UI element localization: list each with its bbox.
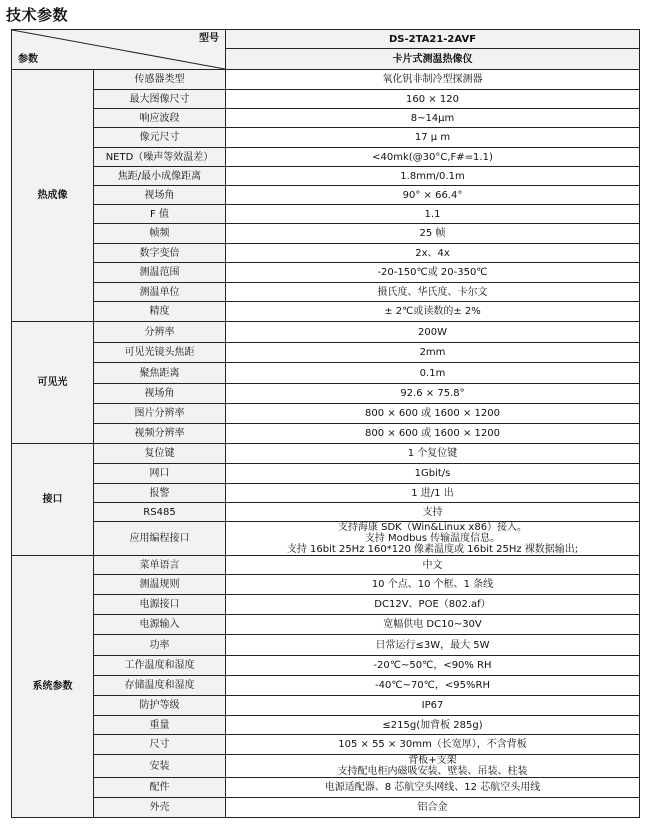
param-value-line: 氧化钒非制冷型探测器 — [382, 74, 483, 85]
param-name: 最大图像尺寸 — [94, 90, 226, 109]
param-value — [226, 424, 640, 444]
param-value — [226, 635, 640, 656]
param-value-line: -20-150℃或 20-350℃ — [377, 267, 488, 278]
spec-row — [12, 444, 640, 464]
param-value — [226, 384, 640, 404]
param-value — [226, 484, 640, 503]
section-label: 热成像 — [12, 70, 94, 322]
param-value — [226, 148, 640, 167]
param-name: 视场角 — [94, 384, 226, 404]
param-value-line: 105 × 55 × 30mm（长宽厚），不含背板 — [338, 739, 527, 750]
param-value — [226, 755, 640, 778]
param-value — [226, 322, 640, 343]
param-value — [226, 343, 640, 363]
param-value — [226, 575, 640, 595]
spec-row — [12, 224, 640, 244]
spec-row — [12, 263, 640, 283]
spec-row — [12, 615, 640, 635]
param-value-line: ≤215g(加背板 285g) — [382, 719, 483, 731]
spec-row — [12, 424, 640, 444]
param-value — [226, 263, 640, 283]
spec-row — [12, 635, 640, 656]
param-name: 测温范围 — [94, 263, 226, 283]
param-value — [226, 128, 640, 148]
param-value-line: 8~14μm — [410, 112, 455, 124]
param-value-line: 160 × 120 — [406, 93, 459, 105]
param-value-line: ± 2℃或读数的± 2% — [384, 306, 481, 317]
spec-row — [12, 778, 640, 798]
spec-row — [12, 148, 640, 167]
param-name: 网口 — [94, 464, 226, 484]
param-value — [226, 464, 640, 484]
param-value — [226, 696, 640, 716]
spec-row — [12, 575, 640, 595]
spec-row — [12, 735, 640, 755]
param-value-line: 铝合金 — [417, 802, 448, 813]
spec-row — [12, 90, 640, 109]
param-value-line: <40mk(@30°C,F#=1.1) — [372, 151, 493, 163]
param-value-line: 摄氏度、华氏度、卡尔文 — [377, 286, 488, 298]
param-name: 报警 — [94, 484, 226, 503]
param-name: 电源接口 — [94, 595, 226, 615]
spec-row — [12, 205, 640, 224]
param-value — [226, 444, 640, 464]
param-name: 视场角 — [94, 186, 226, 205]
param-value — [226, 90, 640, 109]
param-value — [226, 244, 640, 263]
param-name: 视频分辨率 — [94, 424, 226, 444]
param-value-line: 2mm — [419, 347, 446, 358]
param-name: 复位键 — [94, 444, 226, 464]
spec-row — [12, 522, 640, 556]
spec-row — [12, 676, 640, 696]
param-value-line: DC12V、POE（802.af） — [374, 599, 491, 610]
spec-row — [12, 302, 640, 322]
param-name: F 值 — [94, 205, 226, 224]
page-title: 技术参数 — [6, 6, 69, 24]
param-value-line: 17 μ m — [414, 132, 451, 143]
diagonal-line — [12, 30, 225, 69]
spec-row — [12, 186, 640, 205]
param-value-line: 1 个复位键 — [407, 448, 458, 459]
param-value — [226, 595, 640, 615]
param-value-line: 支持 Modbus 传输温度信息。 — [364, 533, 501, 544]
param-name: 测温规则 — [94, 575, 226, 595]
param-value-line: 800 × 600 或 1600 × 1200 — [365, 408, 500, 419]
param-name: 焦距/最小成像距离 — [94, 167, 226, 186]
spec-row — [12, 484, 640, 503]
param-value-line: 10 个点、10 个框、1 条线 — [371, 579, 494, 590]
param-value-line: 日常运行≤3W，最大 5W — [375, 639, 490, 651]
param-name: 菜单语言 — [94, 556, 226, 575]
spec-row — [12, 755, 640, 778]
param-name: 防护等级 — [94, 696, 226, 716]
param-value — [226, 615, 640, 635]
param-value-line: 92.6 × 75.8° — [400, 388, 465, 399]
spec-table — [11, 29, 640, 818]
param-name: 可见光镜头焦距 — [94, 343, 226, 363]
spec-row — [12, 696, 640, 716]
param-name: 帧频 — [94, 224, 226, 244]
spec-row — [12, 595, 640, 615]
param-name: 外壳 — [94, 798, 226, 818]
param-value — [226, 716, 640, 735]
param-value — [226, 735, 640, 755]
param-value — [226, 778, 640, 798]
param-value-line: 1 进/1 出 — [411, 487, 454, 499]
param-value — [226, 656, 640, 676]
param-value-line: 200W — [418, 326, 447, 338]
spec-row — [12, 244, 640, 263]
param-value — [226, 205, 640, 224]
param-value — [226, 302, 640, 322]
param-value-line: 支持 — [422, 506, 443, 518]
param-value — [226, 363, 640, 384]
spec-row — [12, 384, 640, 404]
param-name: 聚焦距离 — [94, 363, 226, 384]
param-value-line: 25 帧 — [419, 228, 446, 239]
param-name: 存储温度和湿度 — [94, 676, 226, 696]
param-name: 图片分辨率 — [94, 404, 226, 424]
param-value-line: 支持海康 SDK（Win&Linux x86）接入。 — [337, 522, 528, 533]
param-name: 像元尺寸 — [94, 128, 226, 148]
spec-row — [12, 283, 640, 302]
param-name: 重量 — [94, 716, 226, 735]
section-label: 系统参数 — [12, 556, 94, 818]
spec-row — [12, 128, 640, 148]
param-value-line: -20℃~50℃，<90% RH — [373, 660, 492, 671]
section-label: 可见光 — [12, 322, 94, 444]
param-header-label: 参数 — [18, 54, 38, 65]
spec-row — [12, 109, 640, 128]
spec-row — [12, 167, 640, 186]
param-name: 功率 — [94, 635, 226, 656]
spec-table-body — [12, 30, 640, 818]
param-value-line: IP67 — [421, 700, 444, 711]
param-value — [226, 283, 640, 302]
param-value — [226, 404, 640, 424]
spec-row — [12, 464, 640, 484]
param-value — [226, 167, 640, 186]
param-value — [226, 186, 640, 205]
header-diagonal-cell — [12, 30, 226, 70]
spec-row — [12, 363, 640, 384]
param-value-line: 宽幅供电 DC10~30V — [383, 619, 482, 630]
param-value-line: 2x、4x — [415, 247, 450, 259]
param-name: 测温单位 — [94, 283, 226, 302]
section-label: 接口 — [12, 444, 94, 556]
param-value-line: 800 × 600 或 1600 × 1200 — [365, 428, 500, 439]
param-value-line: 背板+支架 — [408, 755, 457, 766]
spec-row — [12, 656, 640, 676]
param-name: 工作温度和湿度 — [94, 656, 226, 676]
spec-row — [12, 322, 640, 343]
param-value-line: 1.8mm/0.1m — [400, 170, 465, 182]
param-value-line: 90° × 66.4° — [402, 189, 463, 201]
spec-row — [12, 798, 640, 818]
param-value-line: 支持 16bit 25Hz 160*120 像素温度或 16bit 25Hz 裸数据输出; — [286, 544, 579, 555]
param-value — [226, 109, 640, 128]
param-name: NETD（噪声等效温差） — [94, 148, 226, 167]
param-name: 应用编程接口 — [94, 522, 226, 556]
param-name: 安装 — [94, 755, 226, 778]
model-header-label: 型号 — [199, 33, 219, 44]
param-name: RS485 — [94, 503, 226, 522]
spec-row — [12, 70, 640, 90]
spec-row — [12, 343, 640, 363]
param-name: 分辨率 — [94, 322, 226, 343]
param-name: 精度 — [94, 302, 226, 322]
spec-row — [12, 404, 640, 424]
param-value — [226, 70, 640, 90]
param-value — [226, 676, 640, 696]
param-value — [226, 798, 640, 818]
param-name: 数字变倍 — [94, 244, 226, 263]
model-value: DS-2TA21-2AVF — [226, 30, 640, 49]
param-value — [226, 556, 640, 575]
param-value-line: 1Gbit/s — [414, 468, 451, 479]
param-name: 配件 — [94, 778, 226, 798]
param-name: 传感器类型 — [94, 70, 226, 90]
spec-row — [12, 503, 640, 522]
param-value-line: 电源适配器、8 芯航空头网线、12 芯航空头用线 — [324, 782, 541, 793]
param-value — [226, 503, 640, 522]
param-name: 电源输入 — [94, 615, 226, 635]
spec-row — [12, 556, 640, 575]
param-value-line: 支持配电柜内磁吸安装、壁装、吊装、柱装 — [337, 766, 528, 777]
param-value-line: 中文 — [422, 559, 443, 571]
product-name: 卡片式测温热像仪 — [226, 49, 640, 70]
param-value-line: -40℃~70℃，<95%RH — [375, 680, 490, 691]
spec-row — [12, 716, 640, 735]
param-value — [226, 224, 640, 244]
param-value — [226, 522, 640, 556]
param-name: 尺寸 — [94, 735, 226, 755]
param-value-line: 0.1m — [419, 367, 446, 379]
param-name: 响应波段 — [94, 109, 226, 128]
param-value-line: 1.1 — [424, 208, 441, 220]
